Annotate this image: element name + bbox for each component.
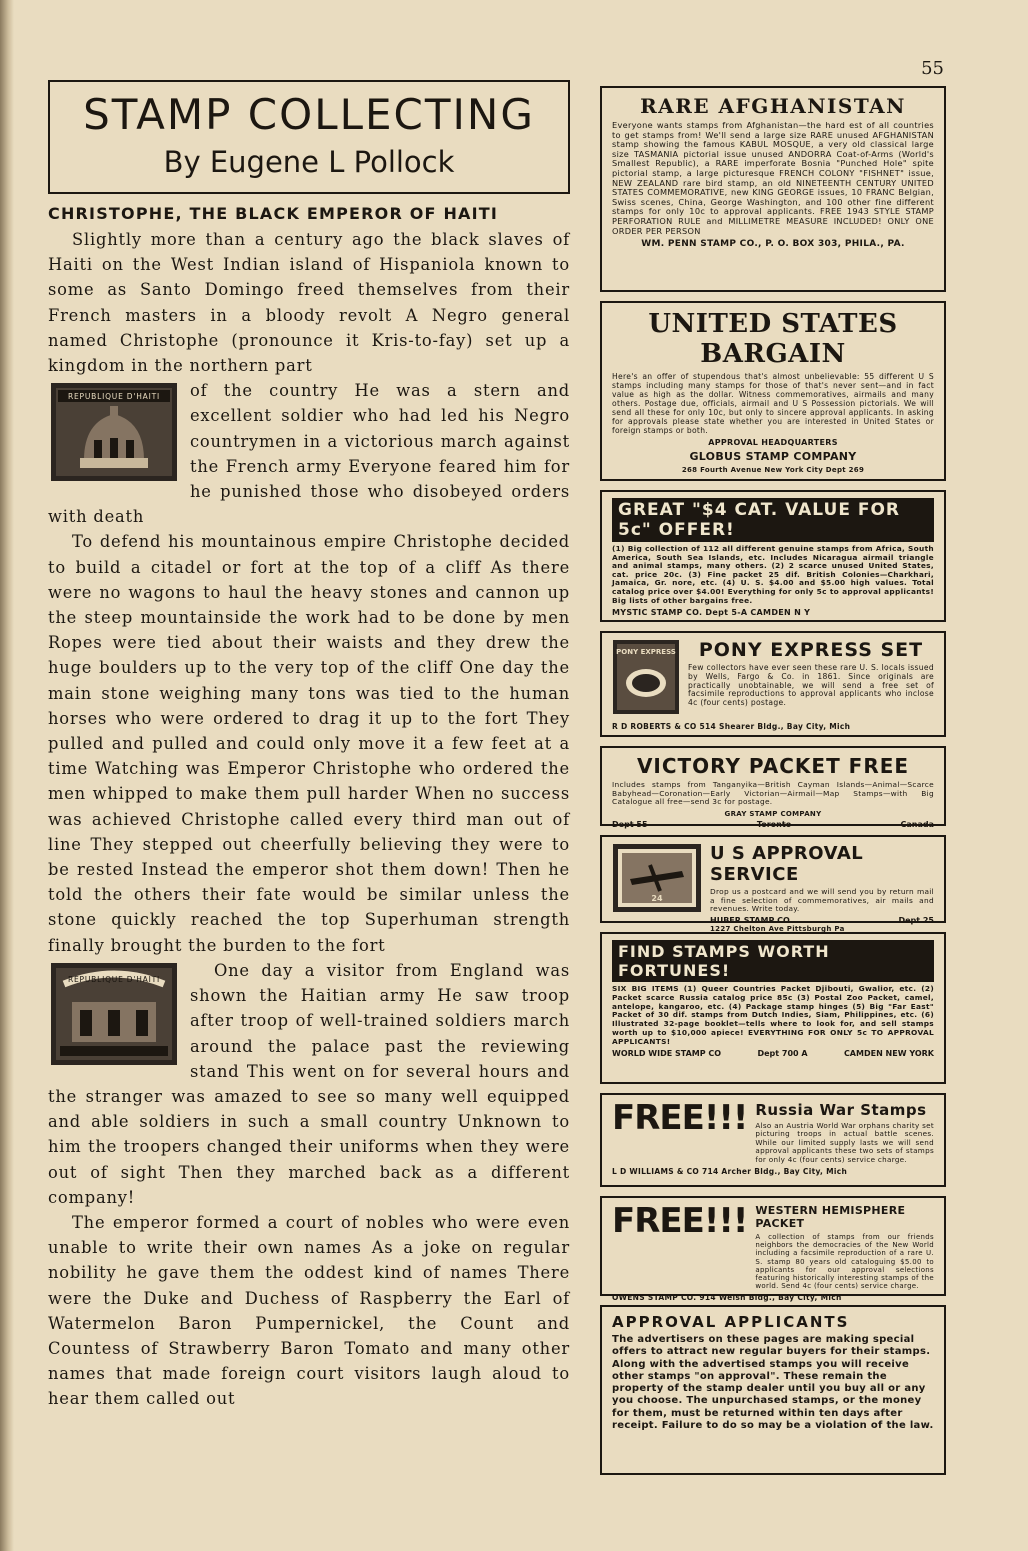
ad-fortunes-title: FIND STAMPS WORTH FORTUNES! [612,940,934,982]
ad-western-footer: OWENS STAMP CO. 914 Welsh Bldg., Bay City, Mich [612,1293,842,1303]
ad-us-approval-title: U S APPROVAL SERVICE [710,843,864,885]
ad-western-hemisphere [600,1196,946,1303]
ad-fortunes-city: CAMDEN NEW YORK [843,1048,934,1058]
ad-russia-title: Russia War Stamps [755,1101,927,1119]
ad-us-bargain-address: 268 Fourth Avenue New York City Dept 269 [681,466,865,474]
ad-victory-text: Includes stamps from Tanganyika—British Cayman Islands—Animal—Scarce Babyhead—Coronation—Early Victorian—Airmail—Map Stamps—with Big Catalogue all free—send 3c for postage. [612,780,934,807]
ad-victory-country: Canada [900,819,934,829]
ad-us-approval-text: Drop us a postcard and we will send you by return mail a fine selection of commemoratives, air mails and revenues. Write today. [710,887,934,914]
airmail-stamp-label: 24 [651,894,663,903]
ad-us-bargain-title: UNITED STATES BARGAIN [648,309,898,369]
title-box [48,80,570,194]
page-number: 55 [921,58,944,79]
ad-russia-free: FREE!!! [612,1098,748,1138]
ad-victory-city: Toronto [756,819,792,829]
ad-us-bargain-text: Here's an offer of stupendous that's almost unbelievable: 55 different U S stamps including many stamps for those of that's never sent—and in fact value as high as the dollar. Witness commemoratives, airmails and many others. Postage due, officials, airmail and U S Possession pictorials. We will send all these for only 10c, but only to sincere approval applicants. In asking for approvals please state whether you are interested in United States or foreign stamps or both. [612,372,934,435]
ad-us-bargain [600,301,946,481]
ad-western-text: A collection of stamps from our friends neighbors the democracies of the New World including a facsimile reproduction of a rare U. S. stamp 80 years old cataloguing $5.00 to applicants for our approval selections featuring historically interesting stamps of the world. Send 4c (four cents) service charge. [755,1233,934,1291]
ad-us-approval-dept: Dept 25 [898,915,934,925]
ad-us-approval [600,835,946,933]
article-heading: CHRISTOPHE, THE BLACK EMPEROR OF HAITI [48,204,499,223]
haiti-stamp-image-2 [50,962,178,1073]
article-body [48,227,570,1412]
ad-victory-dept: Dept 55 [612,819,648,829]
ad-russia-war-stamps [600,1093,946,1187]
ad-fortunes-text: SIX BIG ITEMS (1) Queer Countries Packet Djibouti, Gwalior, etc. (2) Packet scarce Russia catalog price 85c (3) Postal Zoo Packet, camel, antelope, kangaroo, etc. (4) Package stamp hinges (5) Big "Far East" Packet of 30 dif. stamps from Dutch Indies, Siam, Philippines, etc. (6) Illustrated 32-page booklet—tells where to look for, and sell stamps worth up to $10,000 apiece! EVERYTHING FOR ONLY 5c TO APPROVAL APPLICANTS! [612,984,934,1046]
airmail-stamp-image [612,843,702,933]
ad-rare-afghanistan [600,86,946,292]
stamp-1-label: REPUBLIQUE D'HAITI [67,392,161,402]
ad-approval-title: APPROVAL APPLICANTS [612,1313,850,1331]
paragraph-1b: of the country He was a stern and excellent soldier who had led his Negro countrymen in a victorious march against the French army Everyone feared him for he punished those who disobeyed orders with death [48,381,570,527]
ad-approval-text: The advertisers on these pages are making special offers to attract new regular buyers for their stamps. Along with the advertised stamps you will receive other stamps "on approval". These remain the property of the stamp dealer until you buy all or any you choose. The unpurchased stamps, or the money for them, must be returned within ten days after receipt. Failure to do so may be a violation of the law. [612,1334,934,1432]
ad-pony-text: Few collectors have ever seen these rare U. S. locals issued by Wells, Fargo & Co. in 1861. Since originals are practically unobtainable, we will send a free set of facsimile reproductions to approval applicants who inclose 4c (four cents) postage. [688,663,934,708]
ad-great-offer-banner [612,498,934,542]
article-byline: By Eugene L Pollock [163,145,455,179]
paragraph-2: To defend his mountainous empire Christophe decided to build a citadel or fort at the top of a cliff As there were no wagons to haul the heavy stones and cannon up the steep mountainside the work had to be done by men Ropes were tied about their waists and they drew the huge boulders up to the very top of the cliff One day the main stone weighing many tons was tied to the human horses who were ordered to drag it up to the fort They pulled and pulled and could only move it a few feet at a time Watching was Emperor Christophe who ordered the men whipped to make them pull harder When no success was achieved Christophe called every third man out of line They stepped out cheerfully believing they were to be rested Instead the emperor shot them down! Then he told the others their fate would be similar unless the stone quickly reached the top Superhuman strength finally brought the burden to the fort [48,532,570,955]
ad-victory-packet [600,746,946,829]
ad-western-free: FREE!!! [612,1201,748,1241]
ad-pony-title: PONY EXPRESS SET [698,639,924,661]
haiti-stamp-image-1 [50,382,178,489]
ad-victory-sub: GRAY STAMP COMPANY [724,809,822,818]
paragraph-4: The emperor formed a court of nobles who were even unable to write their own names As a joke on regular nobility he gave them the oddest kind of names There were the Duke and Duchess of Raspberry the Earl of Watermelon Baron Pumpernickel, the Count and Countess of Strawberry Baron Tomato and many other names that made foreign court visitors laugh aloud to hear them called out [48,1212,570,1409]
ad-victory-title: VICTORY PACKET FREE [636,754,910,778]
paragraph-3: One day a visitor from England was shown the Haitian army He saw troop after troop of well-trained soldiers march around the palace past the reviewing stand This went on for several hours and the stranger was amazed to see so many well equipped and able soldiers in such a small country Unknown to him the troopers changed their uniforms when they were out of sight Then they marched back as a different company! [48,960,570,1207]
paragraph-1a: Slightly more than a century ago the black slaves of Haiti on the West Indian island of Hispaniola known to some as Santo Domingo freed themselves from their French masters in a bloody revolt A Negro general named Christophe (pronounce it Kris-to-fay) set up a kingdom in the northern part [48,230,570,376]
ad-pony-express [600,631,946,737]
ad-pony-footer: R D ROBERTS & CO 514 Shearer Bldg., Bay City, Mich [612,722,851,731]
ad-us-bargain-footer: GLOBUS STAMP COMPANY [689,450,857,463]
ad-great-offer [600,490,946,622]
ad-russia-footer: L D WILLIAMS & CO 714 Archer Bldg., Bay City, Mich [612,1167,848,1177]
ad-us-approval-footer: HUBER STAMP CO [710,915,790,925]
page-edge [0,0,14,1551]
ad-find-stamps [600,932,946,1084]
pony-stamp-label: PONY EXPRESS [616,648,676,656]
ad-great-offer-text: (1) Big collection of 112 all different genuine stamps from Africa, South America, South Sea Islands, etc. Includes Nicaragua airmail triangle and animal stamps, many others. (2) 2 scarce unused United States, cat. price 20c. (3) Fine packet 25 dif. British Colonies—Charkhari, Jamaica, Gr. nore, etc. (4) U. S. $4.00 and $5.00 high values. Total catalog price over $4.00! Everything for only 5c to approval applicants! Big lists of other bargains free. [612,544,934,605]
article-title: STAMP COLLECTING [83,90,535,139]
ad-fortunes-company: WORLD WIDE STAMP CO [612,1048,722,1058]
ad-russia-text: Also an Austria World War orphans charity set picturing troops in actual battle scenes. While our limited supply lasts we will send approval applicants these two sets of stamps for only 4c (four cents) service charge. [755,1121,934,1164]
ads-column [600,86,946,1484]
ad-great-offer-title: GREAT "$4 CAT. VALUE FOR 5c" OFFER! [612,498,934,542]
ad-fortunes-dept: Dept 700 A [757,1048,808,1058]
article-column [48,80,570,1412]
ad-us-bargain-sub: APPROVAL HEADQUARTERS [708,438,838,447]
stamp-2-label: REPUBLIQUE D'HAITI [67,974,161,984]
ad-afghan-text: Everyone wants stamps from Afghanistan—the hard est of all countries to get stamps from! We'll send a large size RARE unused AFGHANISTAN stamp showing the famous KABUL MOSQUE, a very old classical large size TASMANIA pictorial issue unused ANDORRA Coat-of-Arms (World's Smallest Republic), a RARE imperforate Bosnia "Punched Hole" spite pictorial stamp, a large picturesque FRENCH COLONY "FISHNET" issue, NEW ZEALAND rare bird stamp, an old NINETEENTH CENTURY UNITED STATES COMMEMORATIVE, new KING GEORGE issues, 10 FRANC Belgian, Swiss scenes, China, George Washington, and 100 other fine different stamps for only 10c to approval applicants. FREE 1943 STYLE STAMP PERFORATION RULE and MILLIMETRE MEASURE INCLUDED! ONLY ONE ORDER PER PERSON [612,120,934,236]
ad-afghan-footer: WM. PENN STAMP CO., P. O. BOX 303, PHILA., PA. [641,239,905,250]
ad-western-title: WESTERN HEMISPHERE PACKET [755,1204,906,1230]
ad-afghan-title: RARE AFGHANISTAN [640,94,906,118]
pony-express-stamp-image [612,639,680,719]
ad-approval-applicants [600,1305,946,1475]
ad-us-approval-address: 1227 Chelton Ave Pittsburgh Pa [710,924,845,933]
ad-great-offer-footer: MYSTIC STAMP CO. Dept 5-A CAMDEN N Y [612,608,811,618]
